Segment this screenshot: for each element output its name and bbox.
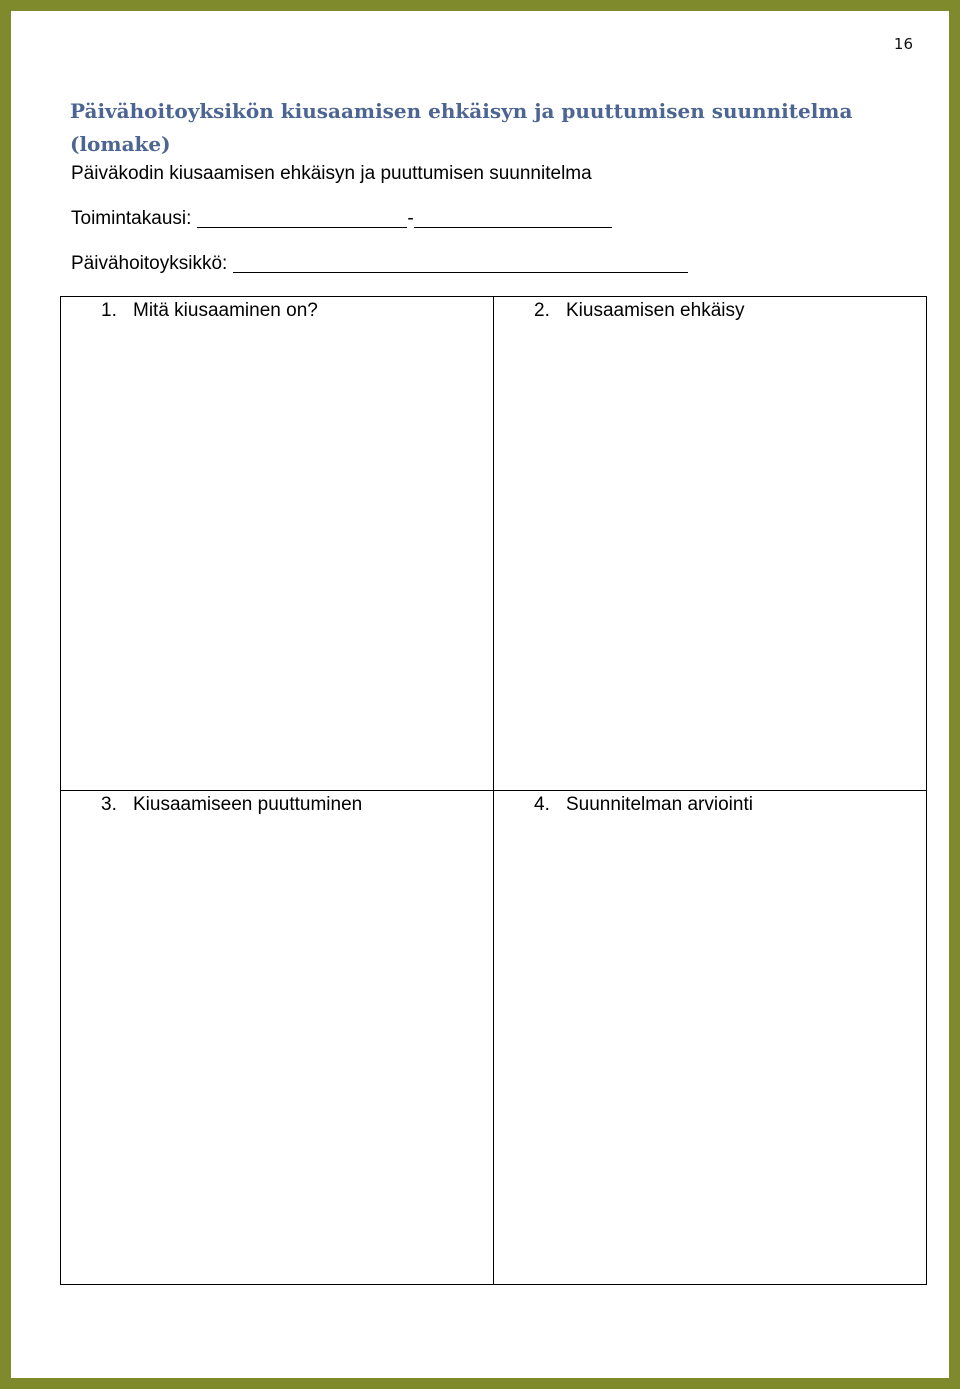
section-heading [61,791,493,817]
section-title: Kiusaamiseen puuttuminen [133,794,363,815]
period-end-blank[interactable] [414,209,612,228]
page-subtitle: Päiväkodin kiusaamisen ehkäisyn ja puuttumisen suunnitelma [71,163,592,184]
section-number: 2. [534,300,550,321]
section-title: Kiusaamisen ehkäisy [566,300,745,321]
section-cell-prevention[interactable] [494,297,927,791]
section-cell-evaluation[interactable] [494,791,927,1285]
section-number: 4. [534,794,550,815]
unit-blank[interactable] [233,254,688,273]
unit-label: Päivähoitoyksikkö: [71,253,228,274]
unit-field-row [71,252,688,276]
section-number: 3. [101,794,117,815]
section-heading [494,297,926,323]
section-cell-what-is-bullying[interactable] [61,297,494,791]
period-separator: - [407,208,414,229]
grid-row [61,297,927,791]
section-title: Mitä kiusaaminen on? [133,300,318,321]
section-heading [494,791,926,817]
section-title: Suunnitelman arviointi [566,794,753,815]
section-heading [61,297,493,323]
page-number: 16 [893,35,913,53]
period-field-row [71,207,612,231]
section-number: 1. [101,300,117,321]
period-label: Toimintakausi: [71,208,192,229]
section-cell-intervention[interactable] [61,791,494,1285]
period-start-blank[interactable] [197,209,407,228]
plan-form-grid [60,296,927,1285]
page-title: Päivähoitoyksikön kiusaamisen ehkäisyn ja puuttumisen suunnitelma (lomake) [70,99,853,156]
grid-row [61,791,927,1285]
